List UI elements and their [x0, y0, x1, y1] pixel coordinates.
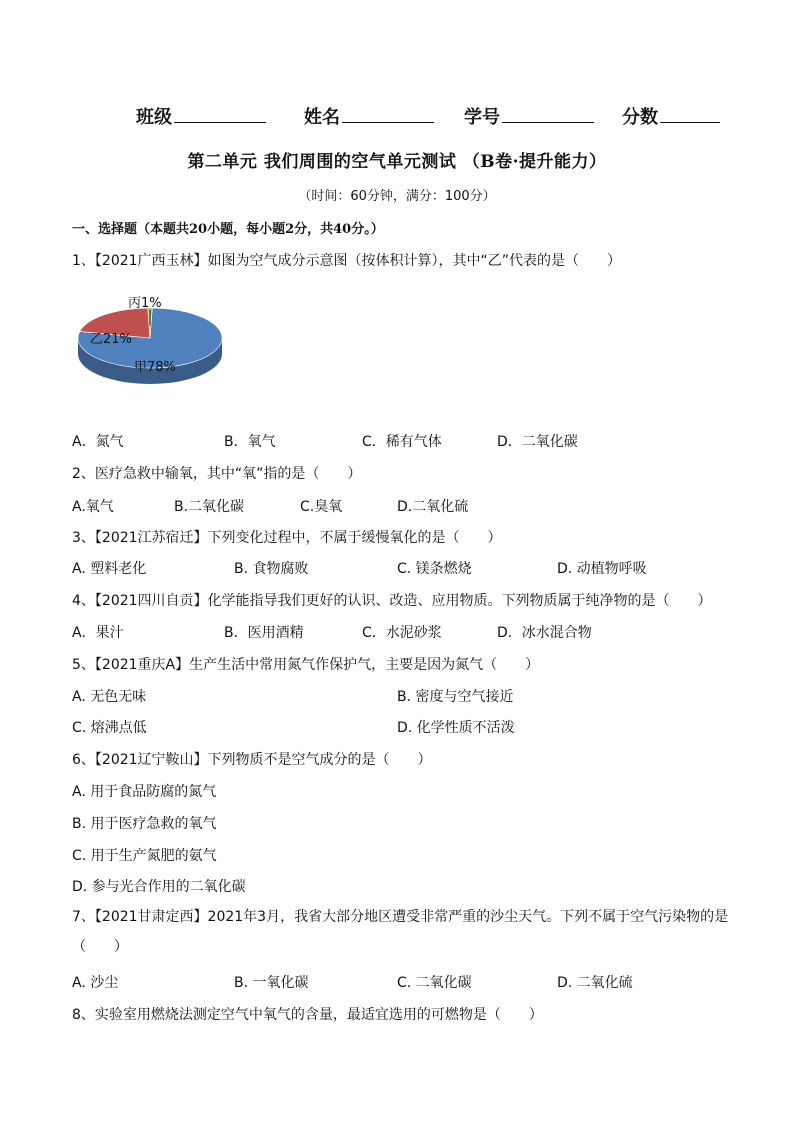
q3-option-b[interactable]: B. 食物腐败 [234, 561, 309, 577]
q2-option-a[interactable]: A.氧气 [72, 499, 114, 515]
section-heading: 一、选择题（本题共20小题，每小题2分，共40分。） [72, 222, 384, 237]
q6-option-a[interactable]: A. 用于食品防腐的氮气 [72, 784, 217, 800]
q4-option-d[interactable]: D．冰水混合物 [497, 625, 592, 641]
pie-label-bing: 丙1% [128, 296, 162, 311]
q1-option-b[interactable]: B．氧气 [224, 434, 276, 450]
exam-time-info: （时间：60分钟，满分：100分） [298, 189, 496, 204]
question-3-stem: 3、【2021江苏宿迁】下列变化过程中，不属于缓慢氧化的是（ ） [72, 530, 502, 546]
question-6-option-a-row [72, 781, 732, 801]
q5-option-d[interactable]: D. 化学性质不活泼 [397, 720, 515, 736]
question-8-stem: 8、实验室用燃烧法测定空气中氧气的含量，最适宜选用的可燃物是（ ） [72, 1007, 543, 1023]
question-4-options [72, 622, 732, 642]
q6-option-b[interactable]: B. 用于医疗急救的氧气 [72, 816, 217, 832]
question-5-stem: 5、【2021重庆A】生产生活中常用氮气作保护气，主要是因为氮气（ ） [72, 657, 540, 673]
q4-option-c[interactable]: C．水泥砂浆 [362, 625, 442, 641]
air-composition-pie-chart [72, 290, 242, 410]
name-blank[interactable] [342, 104, 434, 123]
question-7-stem: 7、【2021甘肃定西】2021年3月，我省大部分地区遭受非常严重的沙尘天气。下列不属于空气污染物的是（ ） [72, 909, 729, 955]
q4-option-b[interactable]: B．医用酒精 [224, 625, 304, 641]
q2-option-b[interactable]: B.二氧化碳 [174, 499, 245, 515]
q5-option-b[interactable]: B. 密度与空气接近 [397, 689, 514, 705]
student-info-row [136, 103, 736, 131]
question-5-options-row1 [72, 686, 732, 706]
question-6-option-c-row [72, 845, 732, 865]
question-6-stem: 6、【2021辽宁鞍山】下列物质不是空气成分的是（ ） [72, 752, 432, 768]
q7-option-b[interactable]: B. 一氧化碳 [234, 975, 309, 991]
class-blank[interactable] [174, 104, 266, 123]
question-7-options [72, 972, 732, 992]
number-blank[interactable] [502, 104, 594, 123]
q6-option-c[interactable]: C. 用于生产氮肥的氨气 [72, 848, 217, 864]
q7-option-d[interactable]: D. 二氧化硫 [557, 975, 633, 991]
q7-option-c[interactable]: C. 二氧化碳 [397, 975, 472, 991]
score-label: 分数 [622, 107, 658, 128]
q3-option-c[interactable]: C. 镁条燃烧 [397, 561, 472, 577]
q1-option-c[interactable]: C．稀有气体 [362, 434, 442, 450]
question-2-stem: 2、医疗急救中输氧，其中“氧”指的是（ ） [72, 466, 362, 482]
q1-option-a[interactable]: A．氮气 [72, 434, 124, 450]
q2-option-c[interactable]: C.臭氧 [300, 499, 343, 515]
q6-option-d[interactable]: D. 参与光合作用的二氧化碳 [72, 879, 246, 895]
page-title: 第二单元 我们周围的空气单元测试 （B卷·提升能力） [187, 152, 607, 172]
class-field [136, 103, 266, 129]
pie-label-jia: 甲78% [134, 360, 176, 375]
name-label: 姓名 [304, 107, 340, 128]
q7-option-a[interactable]: A. 沙尘 [72, 975, 119, 991]
name-field [304, 103, 434, 129]
question-6-option-b-row [72, 813, 732, 833]
q1-option-d[interactable]: D．二氧化碳 [497, 434, 578, 450]
question-5-options-row2 [72, 717, 732, 737]
q4-option-a[interactable]: A．果汁 [72, 625, 124, 641]
question-2-options [72, 496, 732, 516]
q5-option-a[interactable]: A. 无色无味 [72, 689, 147, 705]
question-6-option-d-row [72, 876, 732, 896]
number-label: 学号 [464, 107, 500, 128]
question-4-stem: 4、【2021四川自贡】化学能指导我们更好的认识、改造、应用物质。下列物质属于纯净物的是（ ） [72, 593, 712, 609]
q3-option-d[interactable]: D. 动植物呼吸 [557, 561, 647, 577]
question-1-options [72, 431, 732, 451]
q2-option-d[interactable]: D.二氧化硫 [397, 499, 469, 515]
question-1-stem: 1、【2021广西玉林】如图为空气成分示意图（按体积计算），其中“乙”代表的是（ ） [72, 253, 622, 269]
question-3-options [72, 558, 732, 578]
pie-label-yi: 乙21% [90, 332, 132, 347]
class-label: 班级 [136, 107, 172, 128]
score-blank[interactable] [660, 104, 720, 123]
q3-option-a[interactable]: A. 塑料老化 [72, 561, 147, 577]
score-field [622, 103, 720, 129]
number-field [464, 103, 594, 129]
q5-option-c[interactable]: C. 熔沸点低 [72, 720, 147, 736]
